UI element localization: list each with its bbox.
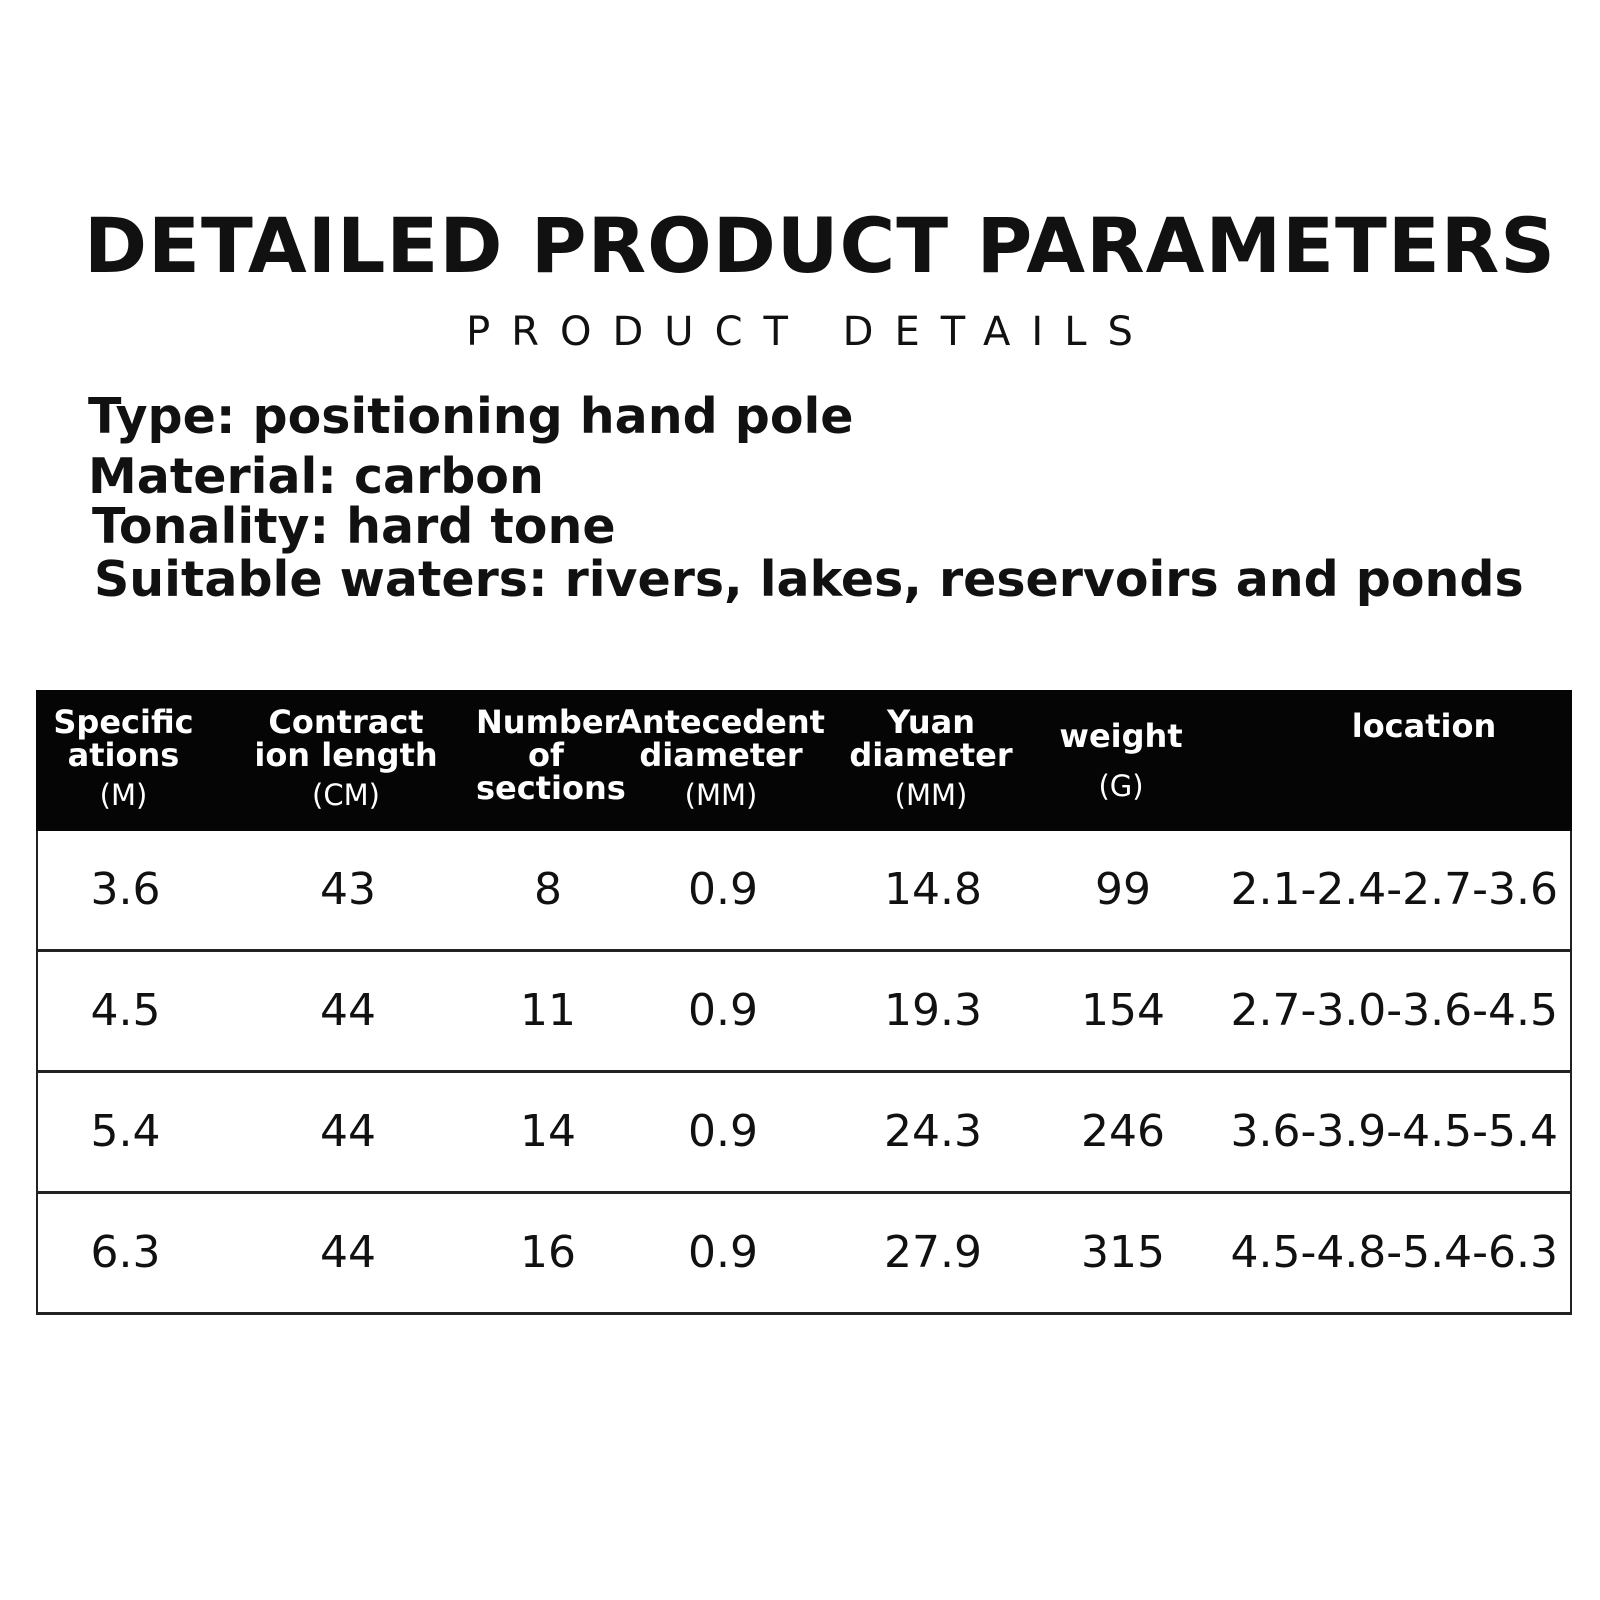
cell-antecedent-diameter: 0.9 (688, 1227, 758, 1278)
cell-weight: 154 (1081, 985, 1165, 1036)
table-row (38, 831, 1570, 952)
header-number-of-sections: Number of sections (476, 703, 626, 807)
cell-weight: 315 (1081, 1227, 1165, 1278)
cell-specification: 5.4 (90, 1106, 161, 1157)
table-body (36, 831, 1572, 1315)
table-row (38, 1073, 1570, 1194)
cell-yuan-diameter: 24.3 (884, 1106, 982, 1157)
header-antecedent-diameter: Antecedent diameter (MM) (617, 703, 825, 812)
header-contraction-length: Contract ion length (CM) (254, 703, 438, 812)
cell-contraction-length: 43 (320, 864, 376, 915)
spec-material: Material: carbon (88, 448, 544, 505)
cell-sections: 11 (520, 985, 576, 1036)
header-weight: weight (G) (1059, 717, 1183, 803)
cell-sections: 14 (520, 1106, 576, 1157)
header-yuan-diameter: Yuan diameter (MM) (849, 703, 1013, 812)
page-title: DETAILED PRODUCT PARAMETERS (83, 201, 1557, 290)
spec-tonality: Tonality: hard tone (92, 498, 616, 555)
cell-contraction-length: 44 (320, 1106, 376, 1157)
page-subtitle: PRODUCT DETAILS (466, 309, 1154, 355)
parameters-table (36, 690, 1572, 1315)
cell-yuan-diameter: 14.8 (884, 864, 982, 915)
table-row (38, 1194, 1570, 1315)
cell-weight: 99 (1095, 864, 1151, 915)
table-header (36, 690, 1572, 831)
cell-contraction-length: 44 (320, 985, 376, 1036)
cell-location: 2.7-3.0-3.6-4.5 (1230, 985, 1558, 1036)
cell-specification: 6.3 (90, 1227, 161, 1278)
header-location: location (1351, 707, 1497, 745)
cell-specification: 4.5 (90, 985, 161, 1036)
cell-sections: 8 (534, 864, 562, 915)
cell-yuan-diameter: 27.9 (884, 1227, 982, 1278)
cell-contraction-length: 44 (320, 1227, 376, 1278)
spec-suitable-waters: Suitable waters: rivers, lakes, reservoirs and ponds (94, 551, 1524, 608)
cell-yuan-diameter: 19.3 (884, 985, 982, 1036)
spec-type: Type: positioning hand pole (88, 388, 854, 445)
cell-sections: 16 (520, 1227, 576, 1278)
header-specifications: Specific ations (M) (53, 703, 194, 812)
cell-antecedent-diameter: 0.9 (688, 985, 758, 1036)
cell-specification: 3.6 (90, 864, 161, 915)
cell-location: 4.5-4.8-5.4-6.3 (1230, 1227, 1558, 1278)
cell-antecedent-diameter: 0.9 (688, 864, 758, 915)
cell-location: 2.1-2.4-2.7-3.6 (1230, 864, 1558, 915)
cell-antecedent-diameter: 0.9 (688, 1106, 758, 1157)
cell-location: 3.6-3.9-4.5-5.4 (1230, 1106, 1558, 1157)
cell-weight: 246 (1081, 1106, 1165, 1157)
table-row (38, 952, 1570, 1073)
